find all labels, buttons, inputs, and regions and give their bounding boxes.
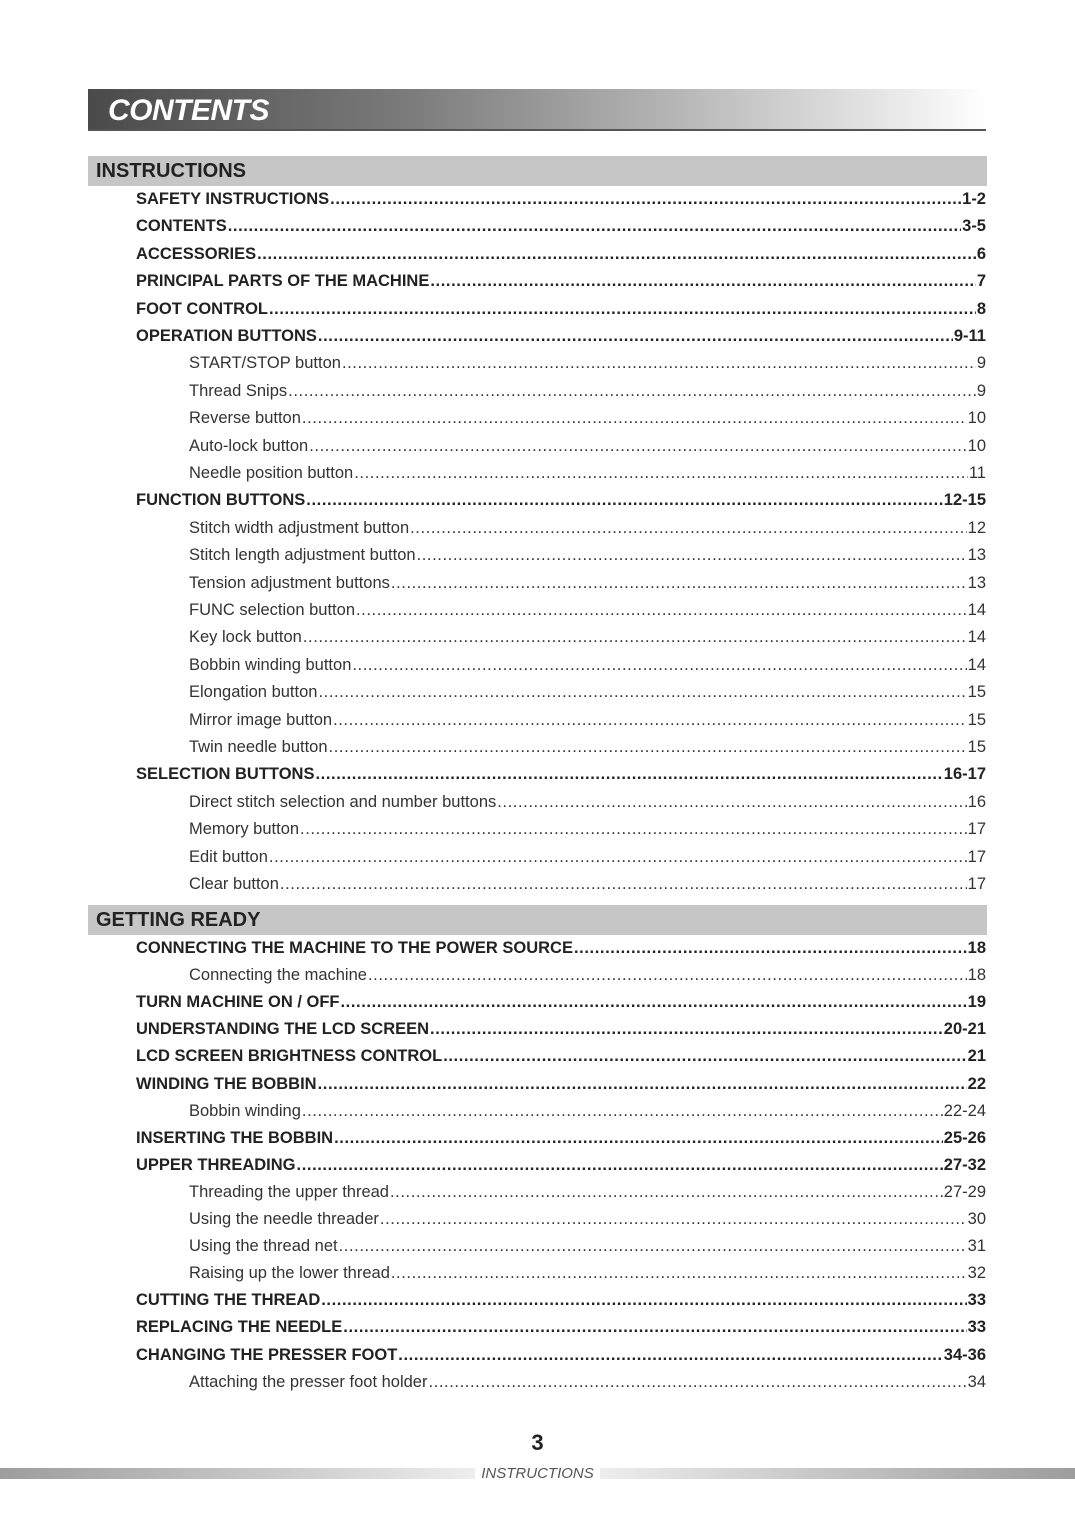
toc-entry-label: Bobbin winding button	[189, 655, 352, 674]
dot-leader	[297, 1154, 943, 1176]
toc-entry-label: CONTENTS	[136, 217, 227, 236]
toc-entry-page: 17	[967, 820, 986, 839]
toc-entry	[136, 1127, 986, 1149]
toc-entry-label: Connecting the machine	[189, 966, 367, 985]
toc-entry-label: START/STOP button	[189, 354, 341, 373]
toc-entry-page: 12	[967, 518, 986, 537]
toc-entry-page: 9	[976, 381, 986, 400]
dot-leader	[352, 654, 966, 676]
dot-leader	[497, 791, 966, 813]
toc-entry	[189, 873, 986, 895]
toc-entry-page: 14	[967, 655, 986, 674]
dot-leader	[318, 1073, 967, 1095]
toc-entry-page: 25-26	[943, 1128, 986, 1147]
dot-leader	[368, 964, 967, 986]
toc-entry	[189, 462, 986, 484]
toc-entry-label: Reverse button	[189, 409, 301, 428]
dot-leader	[315, 763, 942, 785]
toc-entry-label: OPERATION BUTTONS	[136, 327, 317, 345]
dot-leader	[380, 1208, 967, 1230]
toc-entry	[136, 1316, 986, 1338]
toc-entry-page: 31	[967, 1237, 986, 1256]
toc-entry-page: 10	[967, 409, 986, 428]
toc-entry	[136, 1045, 986, 1067]
toc-entry	[189, 435, 986, 457]
toc-entry	[189, 599, 986, 621]
toc-entry	[136, 188, 986, 210]
toc-entry-label: Mirror image button	[189, 710, 333, 729]
toc-entry-page: 16-17	[943, 765, 986, 784]
toc-entry-page: 16	[967, 792, 986, 811]
toc-entry	[136, 489, 986, 511]
toc-entry	[189, 572, 986, 594]
toc-entry-page: 7	[976, 272, 986, 291]
toc-entry-label: WINDING THE BOBBIN	[136, 1074, 317, 1093]
toc-entry-label: FUNCTION BUTTONS	[136, 491, 306, 510]
toc-entry-page: 34-36	[943, 1345, 986, 1364]
dot-leader	[443, 1045, 966, 1067]
footer-section-label	[0, 1465, 1075, 1482]
toc-entry-page: 34	[967, 1372, 986, 1391]
toc-entry-page: 12-15	[943, 491, 986, 510]
toc-entry-label: Tension adjustment buttons	[189, 573, 390, 592]
toc-entry-page: 22-24	[943, 1101, 986, 1120]
toc-entry-label: Attaching the presser foot holder	[189, 1372, 428, 1391]
toc-entry	[189, 380, 986, 402]
toc-entry	[189, 654, 986, 676]
toc-entry-label: CUTTING THE THREAD	[136, 1291, 321, 1310]
dot-leader	[356, 599, 967, 621]
toc-entry	[189, 1208, 986, 1230]
toc-entry-label: Memory button	[189, 820, 300, 839]
toc-entry	[136, 937, 986, 959]
toc-entry-label: SELECTION BUTTONS	[136, 765, 315, 784]
toc-entry-page: 21	[967, 1047, 986, 1066]
toc-entry-page: 13	[967, 546, 986, 565]
toc-entry	[189, 1371, 986, 1393]
toc-entry	[189, 964, 986, 986]
dot-leader	[306, 489, 943, 511]
toc-entry-label: Auto-lock button	[189, 436, 309, 455]
dot-leader	[333, 709, 967, 731]
toc-entry-page: 13	[967, 573, 986, 592]
toc-entry	[189, 517, 986, 539]
page-number: 3	[531, 1430, 544, 1455]
toc-entry-page: 10	[967, 436, 986, 455]
toc-entry-page: 14	[967, 601, 986, 619]
dot-leader	[398, 1344, 943, 1366]
toc-entry-label: CHANGING THE PRESSER FOOT	[136, 1345, 398, 1364]
toc-entry-page: 33	[967, 1291, 986, 1310]
toc-entry-label: Edit button	[189, 847, 268, 866]
dot-leader	[330, 188, 961, 210]
toc-entry-label: Using the thread net	[189, 1237, 338, 1256]
toc-entry-page: 18	[967, 939, 986, 957]
toc-entry	[189, 1235, 986, 1257]
toc-entry	[189, 1100, 986, 1122]
toc-entry	[136, 243, 986, 265]
toc-entry-page: 20-21	[943, 1020, 986, 1039]
dot-leader	[329, 736, 967, 758]
toc-entry-page: 15	[967, 738, 986, 756]
dot-leader	[339, 1235, 967, 1257]
dot-leader	[574, 937, 967, 959]
toc-entry-label: SAFETY INSTRUCTIONS	[136, 190, 330, 208]
dot-leader	[303, 626, 967, 648]
toc-entry-label: Using the needle threader	[189, 1210, 379, 1228]
dot-leader	[288, 380, 976, 402]
dot-leader	[269, 846, 967, 868]
dot-leader	[430, 270, 975, 292]
section-heading-bar	[88, 905, 987, 935]
toc-entry-label: UPPER THREADING	[136, 1155, 296, 1174]
dot-leader	[321, 1289, 966, 1311]
toc-entry-label: Needle position button	[189, 464, 354, 482]
toc-entry	[136, 991, 986, 1013]
toc-entry-label: TURN MACHINE ON / OFF	[136, 993, 340, 1012]
toc-entry-label: PRINCIPAL PARTS OF THE MACHINE	[136, 272, 430, 291]
dot-leader	[410, 517, 967, 539]
dot-leader	[280, 873, 967, 895]
toc-entry-page: 19	[967, 993, 986, 1012]
toc-entry-page: 1-2	[962, 190, 986, 208]
toc-entry-label: LCD SCREEN BRIGHTNESS CONTROL	[136, 1047, 443, 1066]
section-heading-bar	[88, 156, 987, 186]
toc-entry	[189, 846, 986, 868]
toc-entry	[136, 1289, 986, 1311]
dot-leader	[300, 818, 967, 840]
toc-entry-page: 27-32	[943, 1155, 986, 1174]
dot-leader	[269, 298, 976, 320]
toc-entry-page: 6	[976, 244, 986, 263]
dot-leader	[391, 572, 967, 594]
toc-entry	[189, 626, 986, 648]
toc-entry-label: FOOT CONTROL	[136, 299, 268, 318]
dot-leader	[343, 1316, 966, 1338]
dot-leader	[430, 1018, 943, 1040]
toc-entry-page: 30	[967, 1210, 986, 1228]
toc-entry	[136, 270, 986, 292]
toc-entry-page: 15	[967, 683, 986, 702]
dot-leader	[228, 215, 961, 237]
contents-title-bar	[88, 89, 986, 131]
toc-entry-label: CONNECTING THE MACHINE TO THE POWER SOURCE	[136, 939, 573, 957]
toc-entry	[189, 818, 986, 840]
dot-leader	[391, 1262, 967, 1284]
dot-leader	[428, 1371, 966, 1393]
toc-entry	[189, 736, 986, 758]
toc-entry-label: INSERTING THE BOBBIN	[136, 1128, 334, 1147]
toc-entry-page: 11	[968, 464, 986, 482]
toc-entry-page: 3-5	[962, 217, 986, 236]
toc-entry	[189, 544, 986, 566]
dot-leader	[417, 544, 967, 566]
toc-entry-label: REPLACING THE NEEDLE	[136, 1318, 343, 1337]
footer-text: INSTRUCTIONS	[475, 1465, 600, 1482]
section-heading: GETTING READY	[96, 909, 261, 931]
toc-entry-label: UNDERSTANDING THE LCD SCREEN	[136, 1020, 430, 1039]
toc-entry	[136, 1073, 986, 1095]
toc-entry	[136, 298, 986, 320]
toc-entry-page: 9-11	[953, 327, 986, 345]
dot-leader	[390, 1181, 943, 1203]
dot-leader	[257, 243, 976, 265]
dot-leader	[309, 435, 966, 457]
toc-entry	[136, 215, 986, 237]
toc-entry-page: 22	[967, 1074, 986, 1093]
toc-entry-label: Direct stitch selection and number buttons	[189, 792, 497, 811]
toc-entry-page: 17	[967, 847, 986, 866]
toc-entry-page: 17	[967, 875, 986, 893]
toc-entry	[136, 325, 986, 347]
dot-leader	[354, 462, 968, 484]
toc-entry-label: Raising up the lower thread	[189, 1264, 390, 1283]
toc-entry-label: Thread Snips	[189, 381, 288, 400]
dot-leader	[334, 1127, 943, 1149]
toc-entry	[189, 709, 986, 731]
toc-entry-label: Stitch width adjustment button	[189, 518, 410, 537]
toc-entry-page: 18	[967, 966, 986, 985]
page-title: CONTENTS	[108, 94, 269, 127]
toc-entry-label: ACCESSORIES	[136, 244, 257, 263]
toc-entry-page: 32	[967, 1264, 986, 1283]
toc-entry	[189, 1262, 986, 1284]
toc-entry-page: 14	[967, 628, 986, 647]
toc-entry-page: 33	[967, 1318, 986, 1337]
toc-entry-page: 15	[967, 710, 986, 729]
dot-leader	[342, 352, 976, 374]
toc-entry-page: 27-29	[943, 1182, 986, 1201]
dot-leader	[318, 681, 966, 703]
toc-entry-label: Elongation button	[189, 683, 318, 702]
toc-entry	[136, 1154, 986, 1176]
toc-entry	[189, 681, 986, 703]
toc-entry-label: Twin needle button	[189, 738, 328, 756]
toc-entry-label: Key lock button	[189, 628, 302, 647]
dot-leader	[302, 407, 967, 429]
toc-entry-label: Stitch length adjustment button	[189, 546, 416, 565]
toc-entry	[189, 1181, 986, 1203]
toc-entry	[136, 1344, 986, 1366]
dot-leader	[318, 325, 953, 347]
toc-entry-page: 8	[976, 299, 986, 318]
toc-entry-label: Bobbin winding	[189, 1101, 301, 1120]
toc-entry-label: Clear button	[189, 875, 279, 893]
toc-entry	[189, 352, 986, 374]
section-heading: INSTRUCTIONS	[96, 160, 246, 182]
dot-leader	[302, 1100, 943, 1122]
toc-entry	[189, 407, 986, 429]
toc-entry-page: 9	[976, 354, 986, 373]
toc-entry	[189, 791, 986, 813]
toc-entry-label: FUNC selection button	[189, 601, 355, 619]
toc-entry	[136, 763, 986, 785]
toc-entry	[136, 1018, 986, 1040]
toc-entry-label: Threading the upper thread	[189, 1182, 389, 1201]
dot-leader	[341, 991, 967, 1013]
